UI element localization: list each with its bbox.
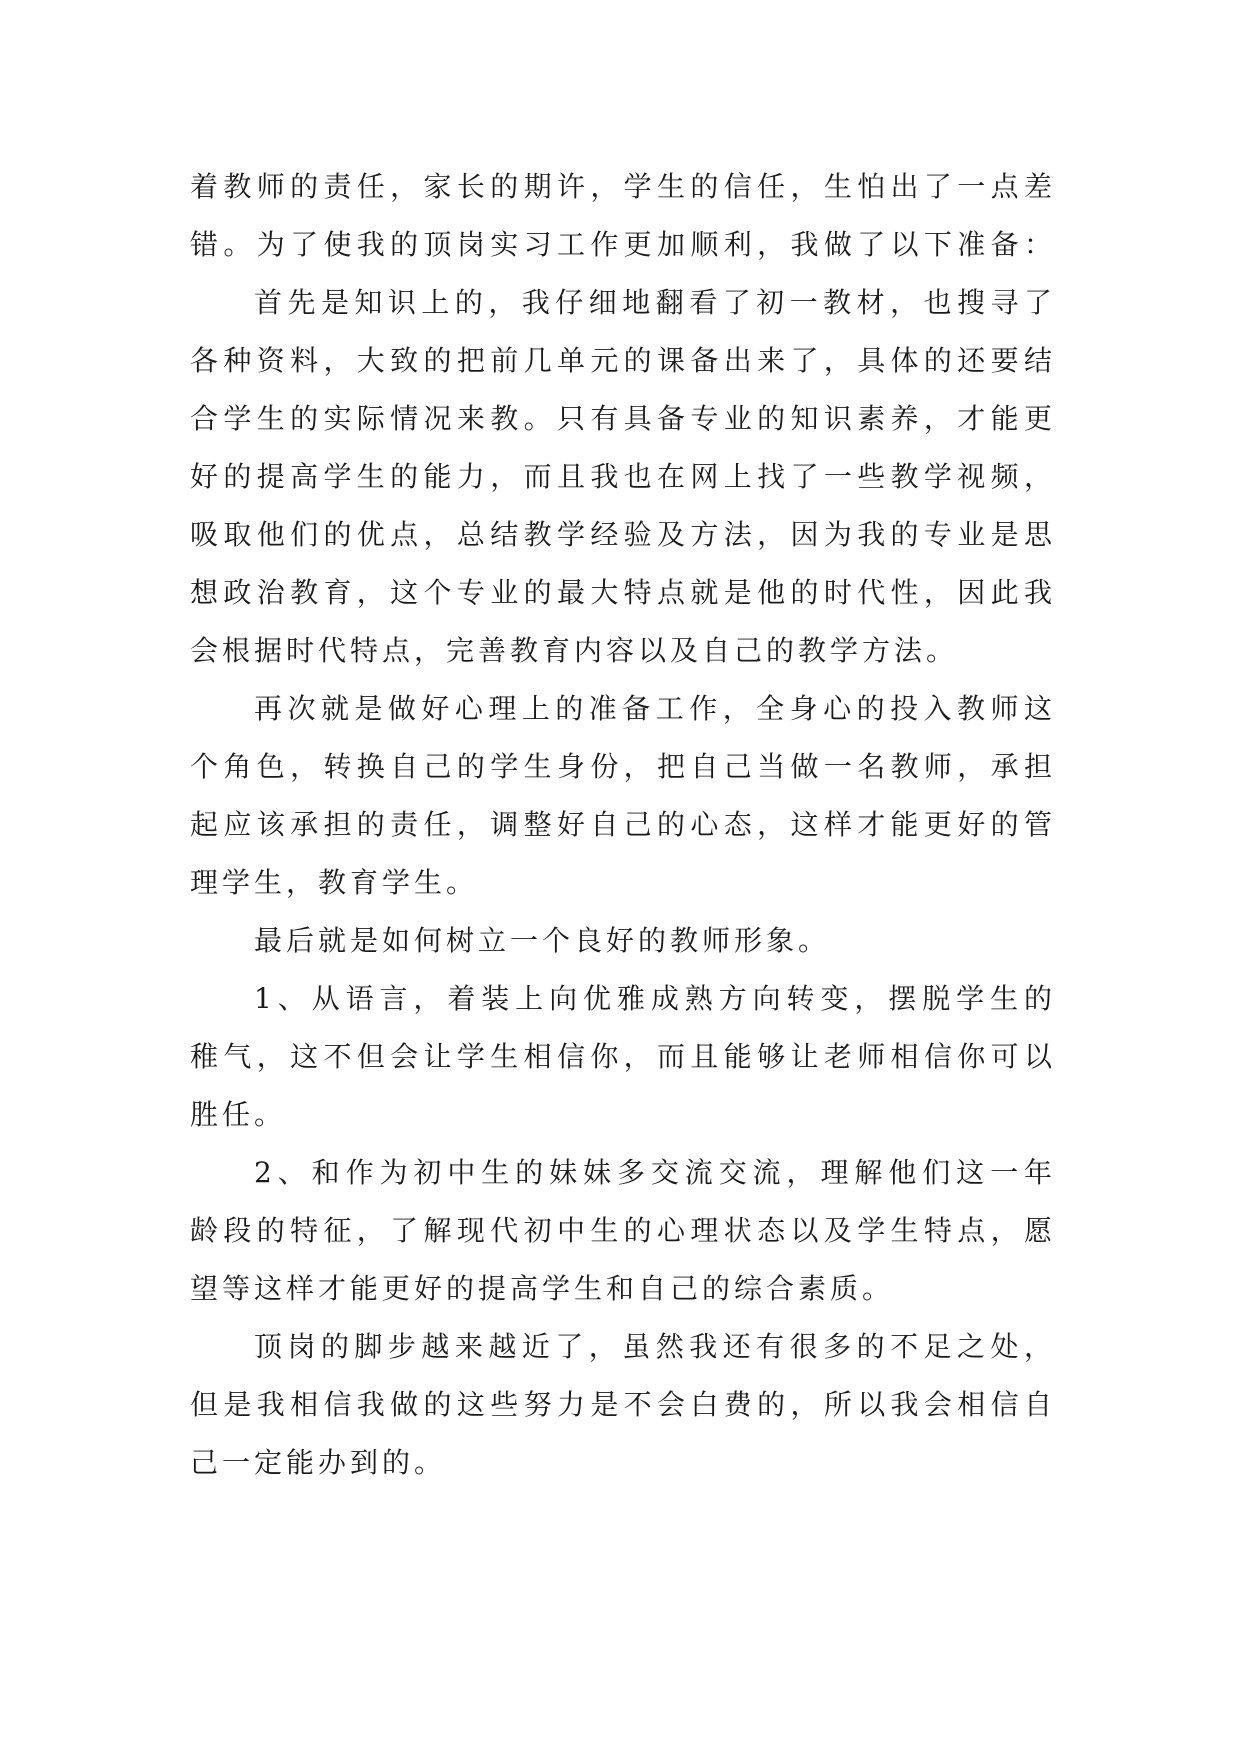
text-line: 顶岗的脚步越来越近了，虽然我还有很多的不足之处， (254, 1330, 1052, 1363)
text-line: 想政治教育，这个专业的最大特点就是他的时代性，因此我 (190, 576, 1052, 609)
text-line: 龄段的特征，了解现代初中生的心理状态以及学生特点，愿 (190, 1214, 1052, 1247)
text-line: 理学生，教育学生。 (190, 866, 479, 899)
text-line: 己一定能办到的。 (190, 1446, 447, 1479)
text-line: 错。为了使我的顶岗实习工作更加顺利，我做了以下准备： (190, 228, 1052, 261)
text-line: 各种资料，大致的把前几单元的课备出来了，具体的还要结 (190, 344, 1052, 377)
text-line: 会根据时代特点，完善教育内容以及自己的教学方法。 (190, 634, 959, 667)
text-line: 2、和作为初中生的妹妹多交流交流，理解他们这一年 (254, 1156, 1052, 1189)
text-line: 望等这样才能更好的提高学生和自己的综合素质。 (190, 1272, 895, 1305)
text-line: 个角色，转换自己的学生身份，把自己当做一名教师，承担 (190, 750, 1052, 783)
text-line: 起应该承担的责任，调整好自己的心态，这样才能更好的管 (190, 808, 1052, 841)
text-line: 胜任。 (190, 1098, 287, 1131)
text-line: 首先是知识上的，我仔细地翻看了初一教材，也搜寻了 (254, 286, 1052, 319)
document-body (190, 158, 1052, 1492)
text-line: 1、从语言，着装上向优雅成熟方向转变，摆脱学生的 (254, 982, 1052, 1015)
text-line: 好的提高学生的能力，而且我也在网上找了一些教学视频， (190, 460, 1052, 493)
text-line: 吸取他们的优点，总结教学经验及方法，因为我的专业是思 (190, 518, 1052, 551)
text-line: 稚气，这不但会让学生相信你，而且能够让老师相信你可以 (190, 1040, 1052, 1073)
text-line: 再次就是做好心理上的准备工作，全身心的投入教师这 (254, 692, 1052, 725)
text-line: 着教师的责任，家长的期许，学生的信任，生怕出了一点差 (190, 170, 1052, 203)
text-line: 最后就是如何树立一个良好的教师形象。 (254, 924, 831, 957)
text-line: 但是我相信我做的这些努力是不会白费的，所以我会相信自 (190, 1388, 1052, 1421)
text-line: 合学生的实际情况来教。只有具备专业的知识素养，才能更 (190, 402, 1052, 435)
